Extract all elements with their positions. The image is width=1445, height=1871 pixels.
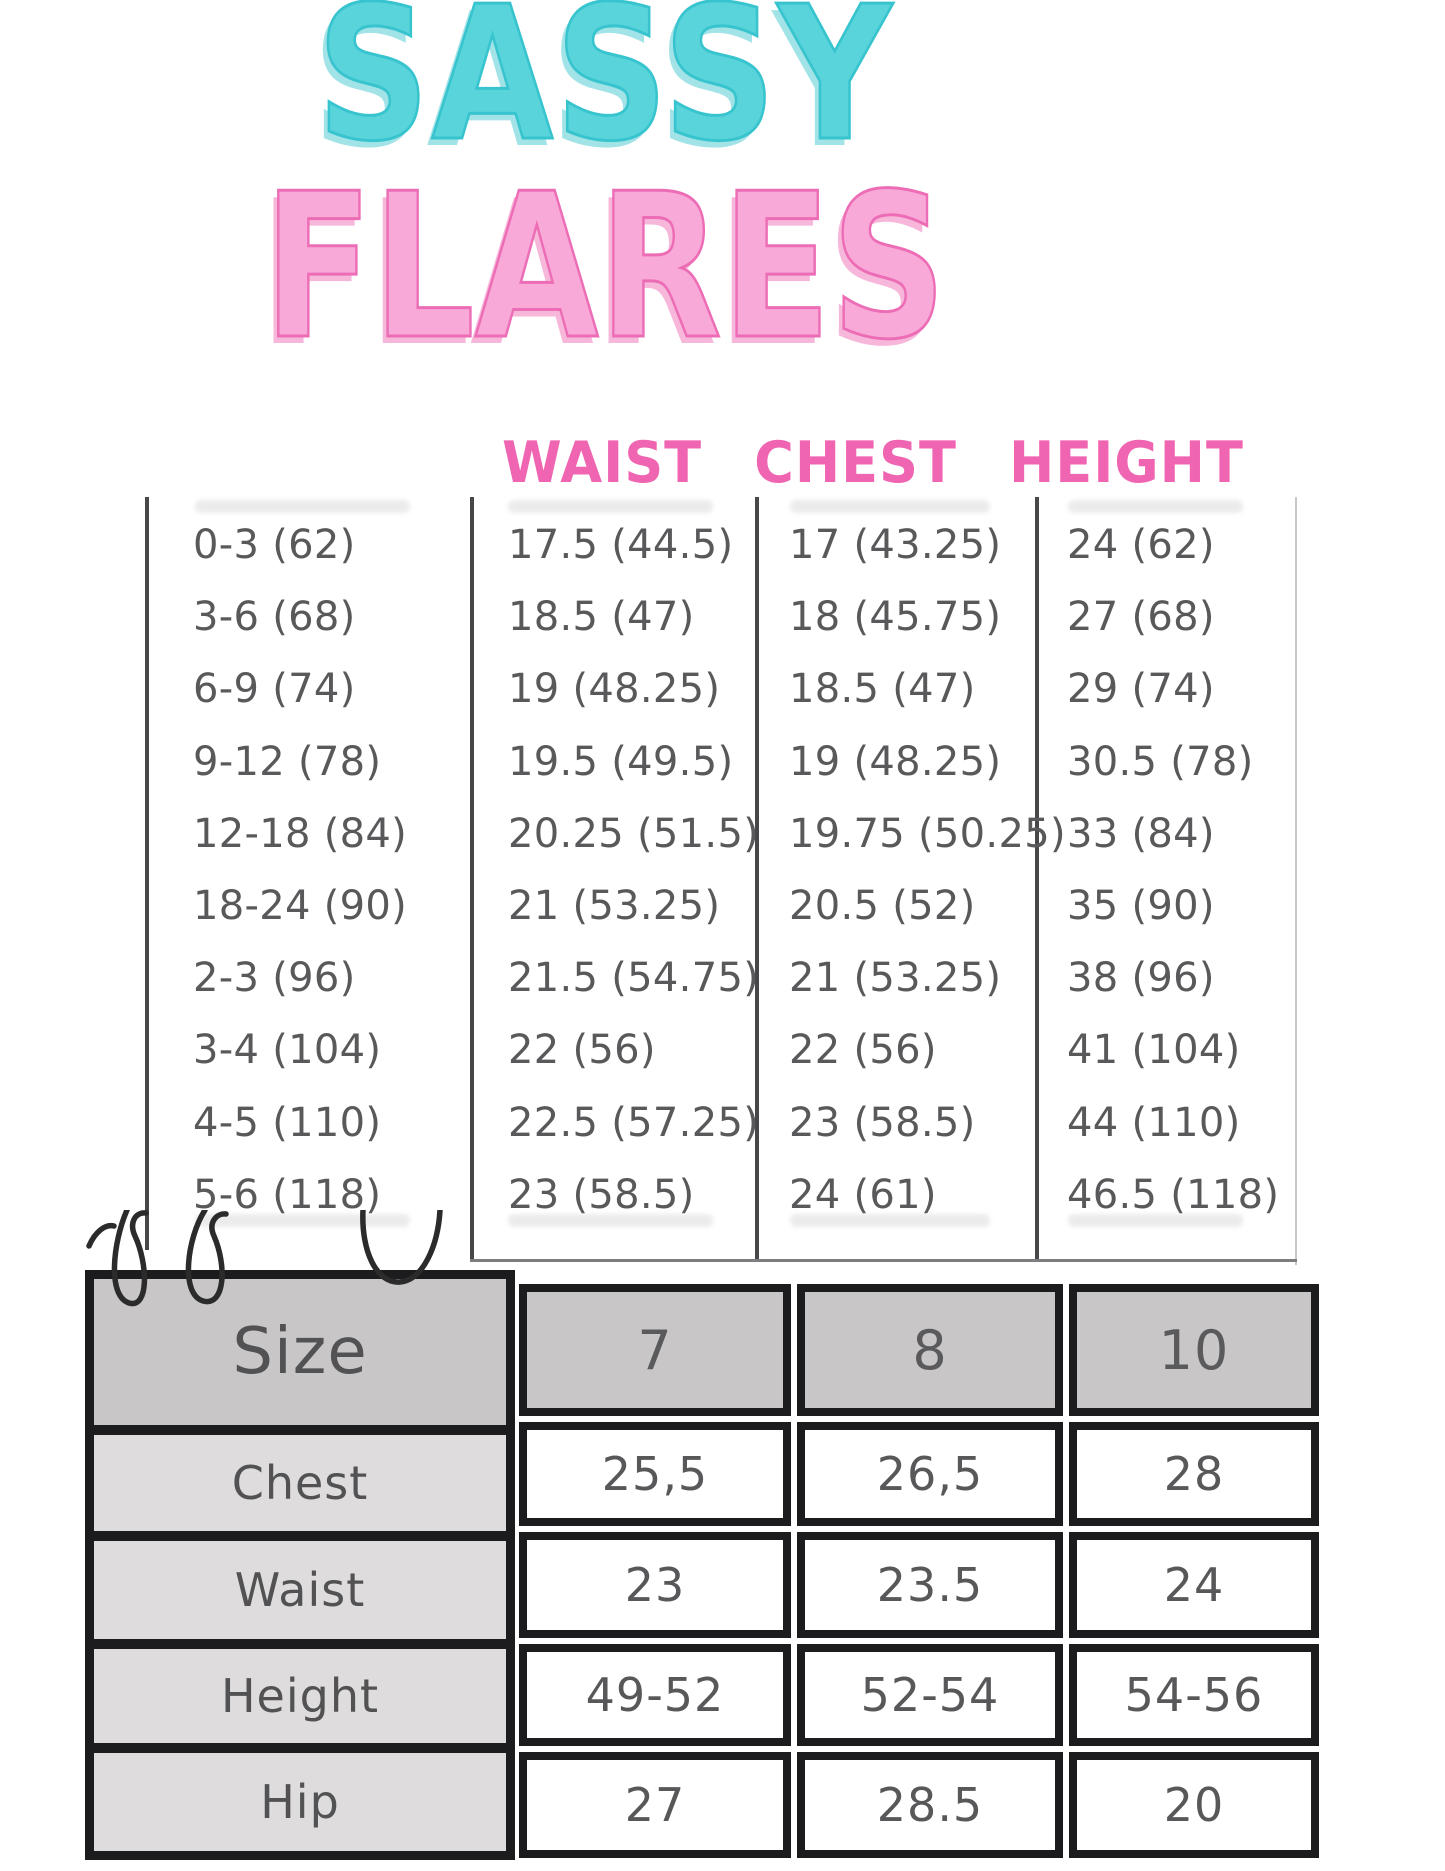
- measurement-cell: 6-9 (74): [193, 666, 356, 713]
- size-table-value-grid: [519, 1284, 1319, 1858]
- size-value-cell: 28.5: [797, 1752, 1063, 1858]
- size-value-cell: 20: [1069, 1752, 1319, 1858]
- measurement-cell: 12-18 (84): [193, 810, 408, 857]
- measurement-cell: 19.75 (50.25): [789, 810, 1066, 857]
- size-row-label: Height: [94, 1639, 506, 1743]
- measurement-cell: 23 (58.5): [508, 1171, 695, 1218]
- size-value-cell: 52-54: [797, 1644, 1063, 1746]
- measurement-cell: 35 (90): [1067, 883, 1215, 930]
- measurement-table: [145, 509, 1297, 1231]
- size-table-label-column: [85, 1270, 515, 1860]
- size-value-cell: 23.5: [797, 1532, 1063, 1638]
- measurement-cell: 23 (58.5): [789, 1099, 976, 1146]
- size-value-cell: 27: [519, 1752, 791, 1858]
- size-column-header-cell: 8: [797, 1284, 1063, 1416]
- size-value-cell: 23: [519, 1532, 791, 1638]
- measurement-cell: 22 (56): [508, 1027, 656, 1074]
- size-value-cell: 28: [1069, 1422, 1319, 1526]
- measurement-cell: 19 (48.25): [508, 666, 721, 713]
- measurement-cell: 0-3 (62): [193, 522, 356, 569]
- measurement-cell: 18.5 (47): [508, 594, 695, 641]
- measurement-cell: 22.5 (57.25): [508, 1099, 760, 1146]
- measurement-cell: 3-4 (104): [193, 1027, 382, 1074]
- measurement-cell: 29 (74): [1067, 666, 1215, 713]
- measurement-cell: 21 (53.25): [508, 883, 721, 930]
- measurement-cell: 18.5 (47): [789, 666, 976, 713]
- measurement-cell: 19.5 (49.5): [508, 738, 734, 785]
- size-column-header-cell: 10: [1069, 1284, 1319, 1416]
- size-column-header-cell: 7: [519, 1284, 791, 1416]
- size-header-cell: Size: [94, 1279, 506, 1425]
- size-value-cell: 24: [1069, 1532, 1319, 1638]
- size-value-cell: 49-52: [519, 1644, 791, 1746]
- size-row-label: Hip: [94, 1743, 506, 1851]
- measurement-cell: 5-6 (118): [193, 1171, 382, 1218]
- measurement-cell: 44 (110): [1067, 1099, 1241, 1146]
- measurement-cell: 21.5 (54.75): [508, 955, 760, 1002]
- measurement-cell: 20.25 (51.5): [508, 810, 760, 857]
- measure-caption: WAIST CHEST HEIGHT: [502, 430, 1244, 496]
- measurement-cell: 33 (84): [1067, 810, 1215, 857]
- title-flares: FLARES: [263, 151, 947, 384]
- measurement-cell: 24 (61): [789, 1171, 937, 1218]
- measurement-cell: 17 (43.25): [789, 522, 1002, 569]
- size-value-cell: 25,5: [519, 1422, 791, 1526]
- measurement-cell: 9-12 (78): [193, 738, 382, 785]
- measurement-cell: 22 (56): [789, 1027, 937, 1074]
- measurement-cell: 27 (68): [1067, 594, 1215, 641]
- measurement-cell: 2-3 (96): [193, 955, 356, 1002]
- measurement-cell: 19 (48.25): [789, 738, 1002, 785]
- measurement-cell: 24 (62): [1067, 522, 1215, 569]
- measurement-cell: 18 (45.75): [789, 594, 1002, 641]
- measurement-cell: 18-24 (90): [193, 883, 408, 930]
- measurement-cell: 38 (96): [1067, 955, 1215, 1002]
- measurement-cell: 20.5 (52): [789, 883, 976, 930]
- size-row-label: Waist: [94, 1531, 506, 1639]
- table-border-bottom: [470, 1259, 1297, 1262]
- script-doodle: [85, 1210, 465, 1322]
- measurement-cell: 41 (104): [1067, 1027, 1241, 1074]
- measurement-cell: 3-6 (68): [193, 594, 356, 641]
- size-value-cell: 54-56: [1069, 1644, 1319, 1746]
- size-row-label: Chest: [94, 1425, 506, 1531]
- measurement-cell: 46.5 (118): [1067, 1171, 1280, 1218]
- title-sassy: SASSY: [316, 0, 894, 182]
- size-value-cell: 26,5: [797, 1422, 1063, 1526]
- measurement-cell: 30.5 (78): [1067, 738, 1254, 785]
- measurement-cell: 4-5 (110): [193, 1099, 382, 1146]
- measurement-cell: 21 (53.25): [789, 955, 1002, 1002]
- measurement-cell: 17.5 (44.5): [508, 522, 734, 569]
